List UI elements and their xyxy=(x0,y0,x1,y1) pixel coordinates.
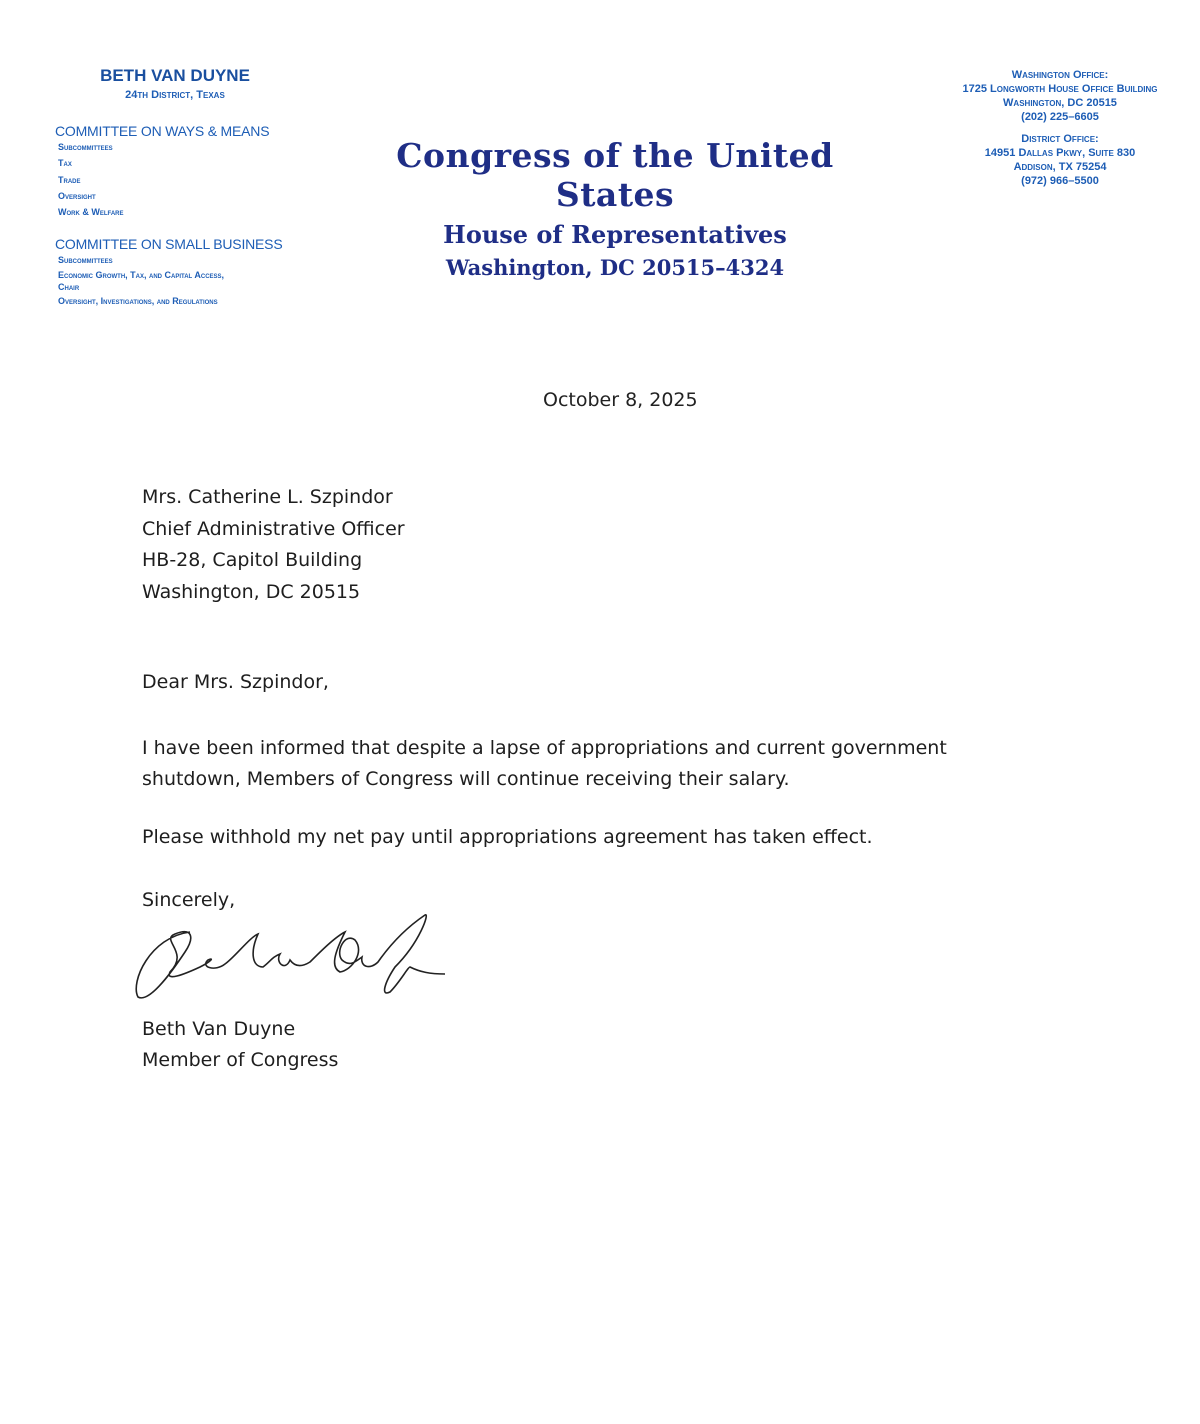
closing: Sincerely, xyxy=(142,889,236,911)
district-office-address: 14951 Dallas Pkwy, Suite 830 xyxy=(984,147,1136,159)
district-office-phone: (972) 966–5500 xyxy=(1021,175,1099,187)
recipient-address xyxy=(142,482,405,608)
signer-name: Beth Van Duyne xyxy=(142,1018,296,1040)
subcommittee: Oversight xyxy=(58,190,96,201)
signature xyxy=(130,912,450,1007)
member-letterhead xyxy=(55,66,315,309)
subcommittee: Work & Welfare xyxy=(58,207,124,218)
office-addresses xyxy=(930,68,1190,188)
recipient-line: HB-28, Capitol Building xyxy=(142,549,363,571)
heading-title: Congress of the United States xyxy=(396,136,834,214)
signer-title: Member of Congress xyxy=(142,1049,339,1071)
paragraph: Please withhold my net pay until appropriations agreement has taken effect. xyxy=(142,826,873,848)
heading-city: Washington, DC 20515–4324 xyxy=(445,255,785,280)
subcommittee: Economic Growth, Tax, and Capital Access, xyxy=(58,269,225,280)
subcommittees-label: Subcommittees xyxy=(58,142,113,152)
recipient-line: Washington, DC 20515 xyxy=(142,580,361,603)
letter-date: October 8, 2025 xyxy=(543,389,698,411)
district: 24th District, Texas xyxy=(125,89,225,101)
heading-subtitle: House of Representatives xyxy=(443,220,787,249)
subcommittee: Trade xyxy=(58,174,81,185)
recipient-line: Chief Administrative Officer xyxy=(142,517,405,540)
member-name: BETH VAN DUYNE xyxy=(100,66,250,85)
paragraph: I have been informed that despite a lapse of appropriations and current government shutdown, Members of Congress will continue receiving their salary. xyxy=(142,737,947,790)
recipient-line: Mrs. Catherine L. Szpindor xyxy=(142,486,393,508)
subcommittee: Tax xyxy=(58,158,72,169)
congress-heading xyxy=(340,136,890,280)
district-office-label: District Office: xyxy=(1021,133,1099,145)
subcommittee-role: Chair xyxy=(58,281,80,292)
district-office-city: Addison, TX 75254 xyxy=(1013,161,1107,173)
washington-office-phone: (202) 225–6605 xyxy=(1021,111,1099,123)
salutation: Dear Mrs. Szpindor, xyxy=(142,671,329,693)
signer-block xyxy=(142,1014,338,1076)
subcommittee: Oversight, Investigations, and Regulations xyxy=(58,295,218,306)
subcommittees-label: Subcommittees xyxy=(58,255,113,266)
washington-office-address: 1725 Longworth House Office Building xyxy=(962,83,1158,95)
committee-name: COMMITTEE ON WAYS & MEANS xyxy=(55,123,270,139)
washington-office-city: Washington, DC 20515 xyxy=(1003,97,1117,109)
washington-office-label: Washington Office: xyxy=(1011,69,1109,81)
committee-name: COMMITTEE ON SMALL BUSINESS xyxy=(55,236,283,253)
